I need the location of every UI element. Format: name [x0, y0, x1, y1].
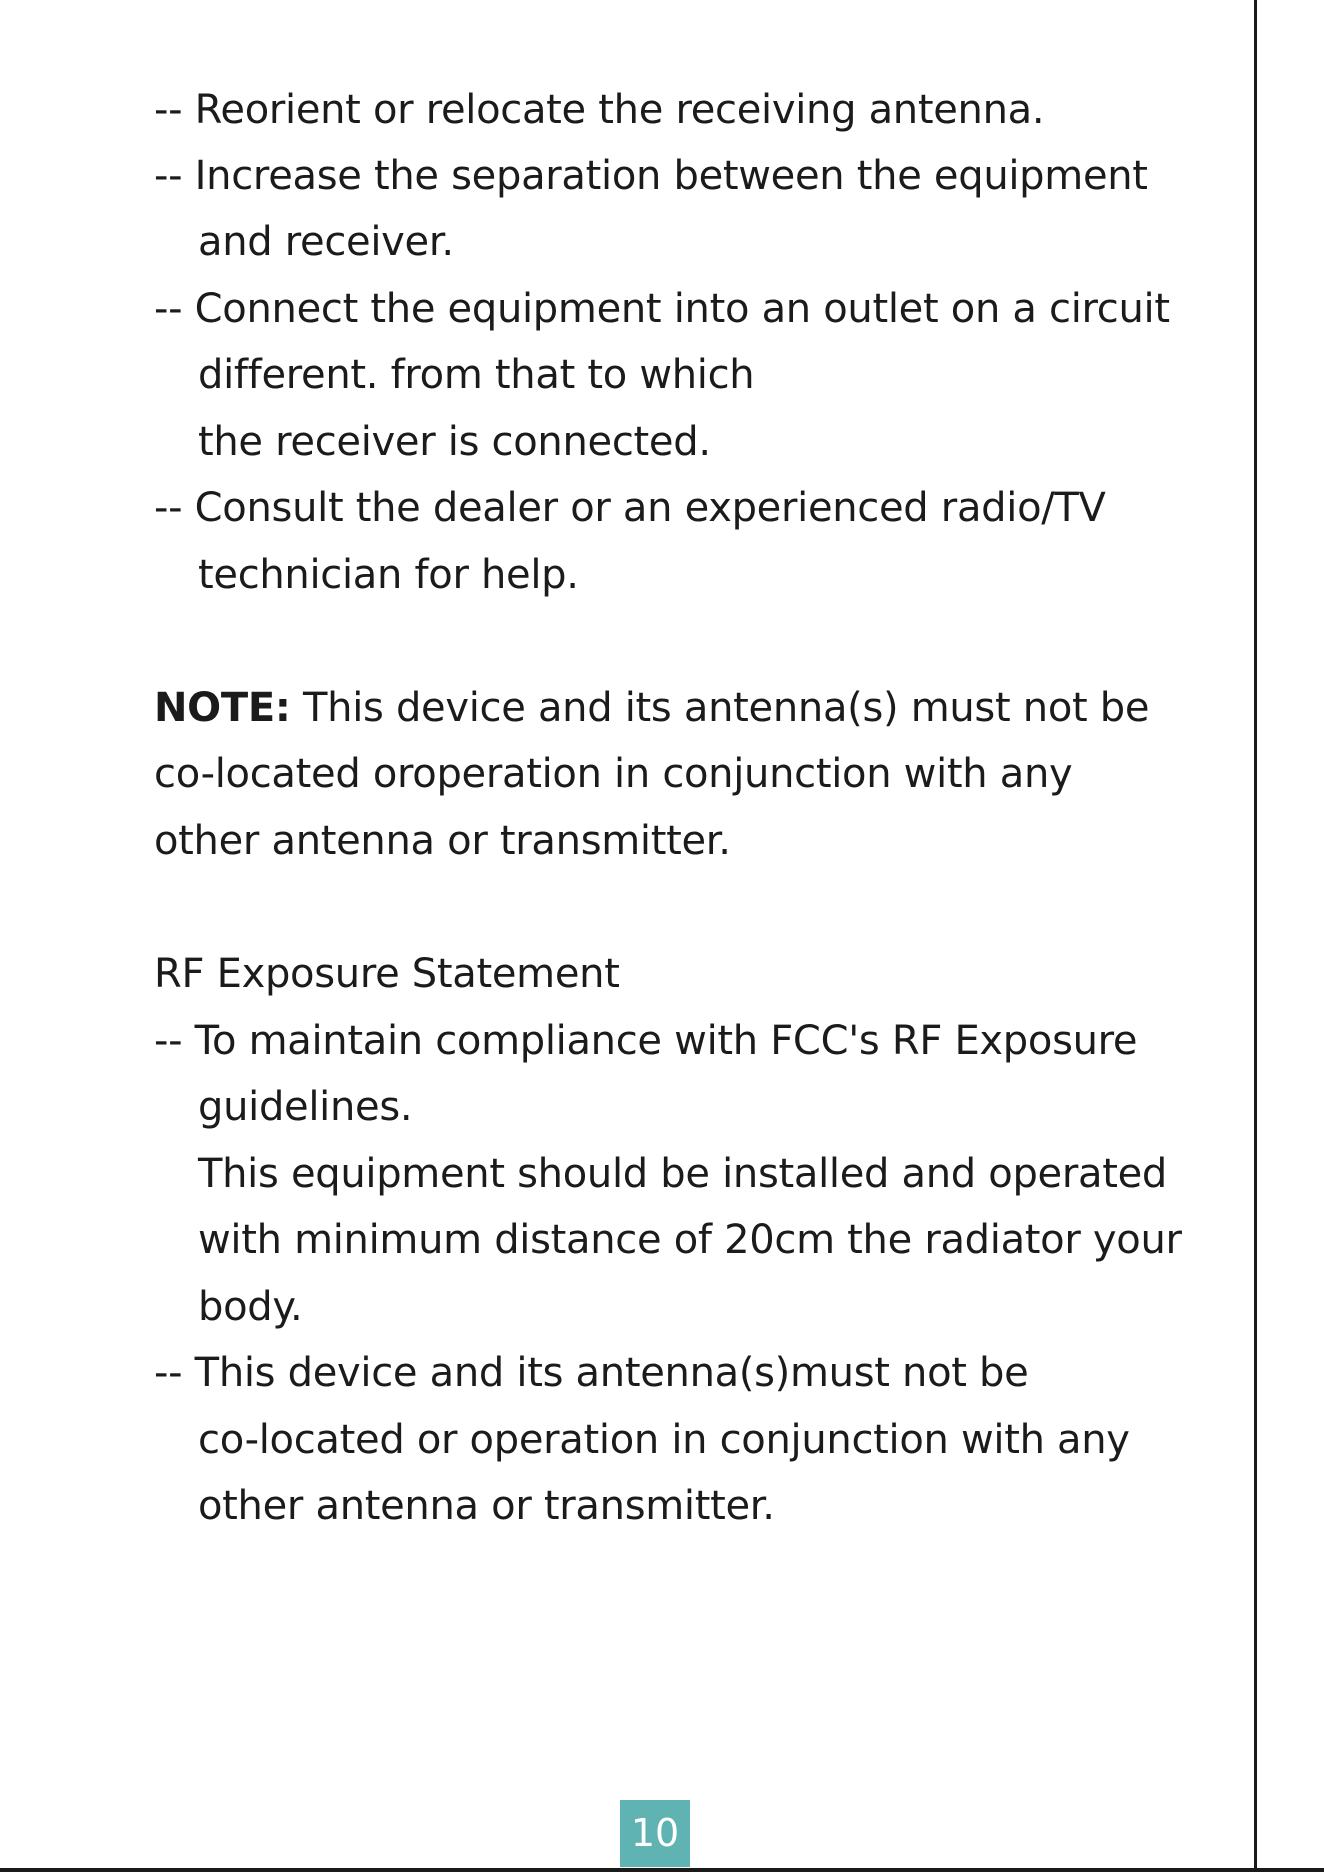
- bullet-increase-separation-cont: and receiver.: [198, 219, 454, 265]
- bullet-reorient: -- Reorient or relocate the receiving antenna.: [154, 87, 1045, 133]
- note-text-1: This device and its antenna(s) must not be: [290, 685, 1150, 731]
- rf-bullet-compliance-cont: guidelines.: [198, 1084, 413, 1130]
- bullet-increase-separation: -- Increase the separation between the equipment: [154, 153, 1148, 199]
- rf-bullet-colocated-cont-2: other antenna or transmitter.: [198, 1483, 775, 1529]
- rf-installation-line-2: with minimum distance of 20cm the radiator your: [198, 1217, 1182, 1263]
- rf-bullet-colocated-cont-1: co-located or operation in conjunction with any: [198, 1417, 1130, 1463]
- rf-bullet-compliance: -- To maintain compliance with FCC's RF Exposure: [154, 1018, 1138, 1064]
- note-line-2: co-located oroperation in conjunction with any: [154, 751, 1073, 797]
- rf-installation-line-3: body.: [198, 1284, 303, 1330]
- note-line-3: other antenna or transmitter.: [154, 818, 731, 864]
- bottom-border-line: [0, 1868, 1324, 1872]
- bullet-connect-outlet: -- Connect the equipment into an outlet on a circuit: [154, 286, 1170, 332]
- right-border-line: [1254, 0, 1257, 1872]
- bullet-consult-dealer-cont: technician for help.: [198, 552, 579, 598]
- bullet-connect-outlet-cont-1: different. from that to which: [198, 352, 755, 398]
- note-line-1: [154, 684, 1149, 732]
- rf-installation-line-1: This equipment should be installed and operated: [198, 1151, 1168, 1197]
- bullet-connect-outlet-cont-2: the receiver is connected.: [198, 419, 711, 465]
- note-label: NOTE:: [154, 685, 291, 731]
- rf-bullet-colocated: -- This device and its antenna(s)must not be: [154, 1350, 1029, 1396]
- rf-exposure-heading: RF Exposure Statement: [154, 951, 620, 997]
- page-number-badge: 10: [620, 1800, 690, 1867]
- bullet-consult-dealer: -- Consult the dealer or an experienced radio/TV: [154, 485, 1106, 531]
